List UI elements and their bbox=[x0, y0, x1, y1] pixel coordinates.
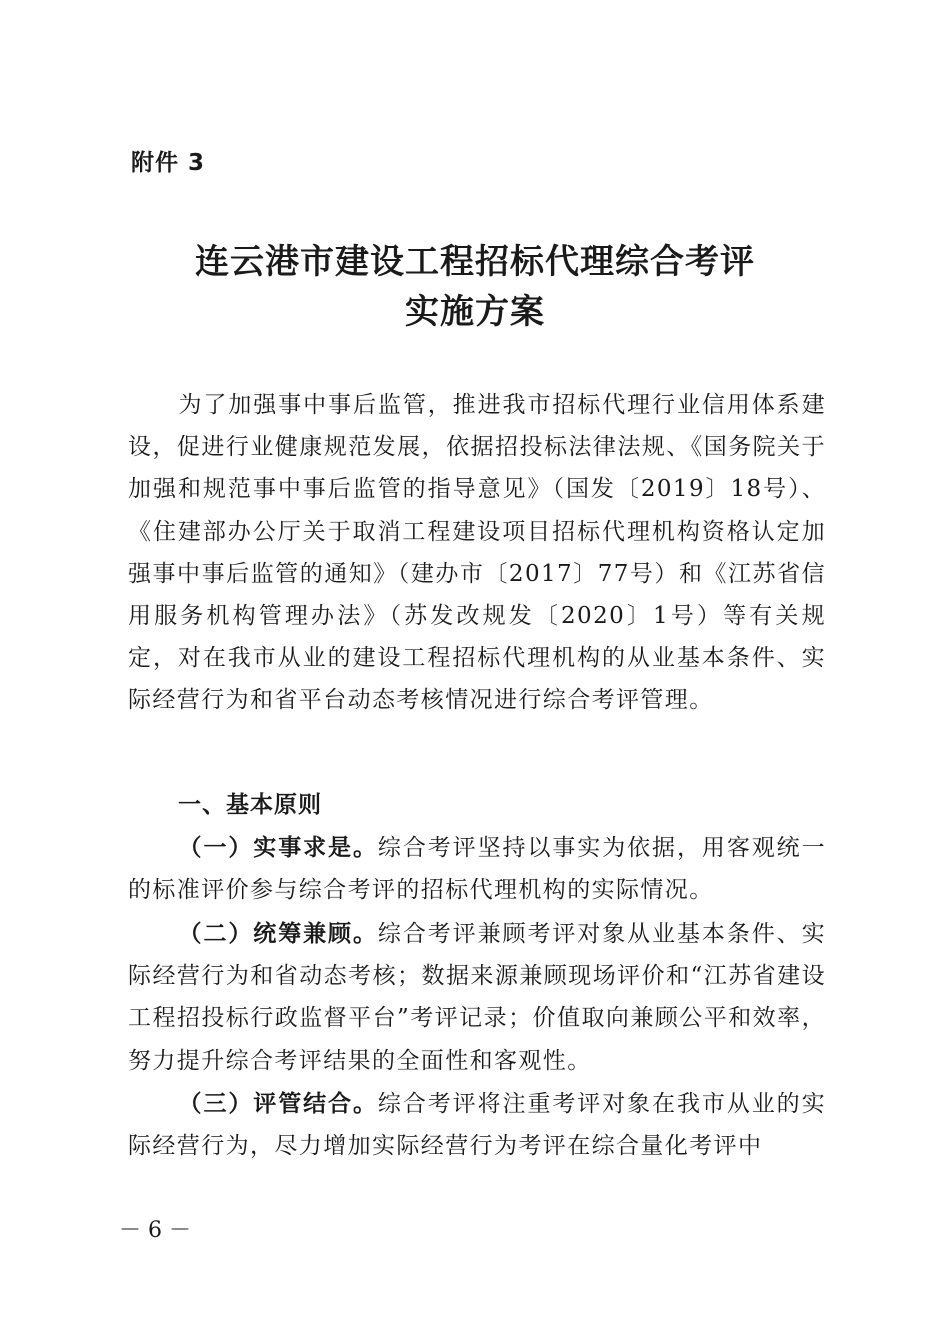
principle-item bbox=[128, 913, 826, 1082]
principle-item-text: 综合考评坚持以事实为依据，用客观统一的标准评价参与综合考评的招标代理机构的实际情况。 bbox=[128, 835, 826, 904]
document-title-line2: 实施方案 bbox=[405, 292, 545, 332]
principle-item bbox=[128, 827, 826, 911]
document-title-line1: 连云港市建设工程招标代理综合考评 bbox=[195, 242, 755, 282]
principle-item-lead: （三）评管结合。 bbox=[178, 1090, 378, 1117]
principle-item-text: 综合考评将注重考评对象在我市从业的实际经营行为，尽力增加实际经营行为考评在综合量化考评中 bbox=[128, 1091, 826, 1160]
intro-paragraph-text: 为了加强事中事后监管，推进我市招标代理行业信用体系建设，促进行业健康规范发展，依据招投标法律法规、《国务院关于加强和规范事中事后监管的指导意见》（国发〔2019〕18号）、《住建部办公厅关于取消工程建设项目招标代理机构资格认定加强事中事后监管的通知》（建办市〔2017〕77号）和《江苏省信用服务机构管理办法》（苏发改规发〔2020〕1号）等有关规定，对在我市从业的建设工程招标代理机构的从业基本条件、实际经营行为和省平台动态考核情况进行综合考评管理。 bbox=[128, 392, 826, 714]
section-heading-basic-principles: 一、基本原则 bbox=[178, 792, 322, 818]
principle-item bbox=[128, 1083, 826, 1167]
page-number: － 6 － bbox=[119, 1218, 191, 1243]
principle-item-text: 综合考评兼顾考评对象从业基本条件、实际经营行为和省动态考核；数据来源兼顾现场评价和“江苏省建设工程招投标行政监督平台”考评记录；价值取向兼顾公平和效率，努力提升综合考评结果的全面性和客观性。 bbox=[128, 921, 826, 1074]
principle-item-lead: （二）统筹兼顾。 bbox=[178, 920, 378, 947]
intro-paragraph bbox=[128, 384, 826, 722]
principle-item-lead: （一）实事求是。 bbox=[178, 834, 378, 861]
attachment-label: 附件 3 bbox=[131, 150, 206, 176]
